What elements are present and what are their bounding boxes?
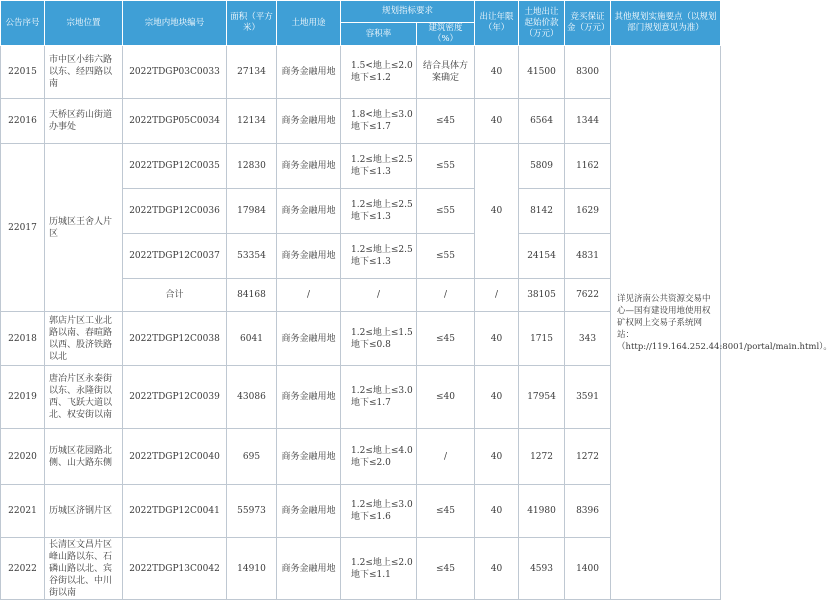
cell-area: 43086	[227, 366, 277, 429]
cell-years: 40	[475, 538, 519, 600]
cell-location: 天桥区药山街道办事处	[45, 99, 123, 144]
cell-seq: 22020	[1, 429, 45, 485]
cell-code: 2022TDGP05C0034	[123, 99, 227, 144]
cell-deposit: 8396	[565, 485, 611, 538]
header-code: 宗地内地块编号	[123, 1, 227, 46]
header-density: 建筑密度（%）	[417, 23, 475, 46]
far-above: 1.5<地上≤2.0	[351, 61, 413, 71]
cell-years: /	[475, 279, 519, 312]
cell-price: 6564	[519, 99, 565, 144]
far-above: 1.2≤地上≤3.0	[351, 386, 413, 396]
cell-area: 17984	[227, 189, 277, 234]
header-planning: 规划指标要求	[341, 1, 475, 23]
cell-far	[341, 312, 417, 366]
cell-price: 38105	[519, 279, 565, 312]
far-below: 地下≤0.8	[351, 339, 391, 350]
cell-area: 55973	[227, 485, 277, 538]
cell-years: 40	[475, 366, 519, 429]
cell-deposit: 8300	[565, 46, 611, 99]
cell-seq: 22018	[1, 312, 45, 366]
cell-location: 历城区王舍人片区	[45, 144, 123, 312]
cell-area: 6041	[227, 312, 277, 366]
cell-price: 41500	[519, 46, 565, 99]
cell-area: 14910	[227, 538, 277, 600]
cell-years: 40	[475, 485, 519, 538]
header-deposit: 竞买保证金（万元）	[565, 1, 611, 46]
cell-density: ≤40	[417, 366, 475, 429]
far-below: 地下≤1.3	[351, 212, 391, 222]
cell-code: 2022TDGP12C0035	[123, 144, 227, 189]
far-below: 地下≤1.3	[351, 167, 391, 177]
header-area: 面积（平方米）	[227, 1, 277, 46]
cell-deposit: 343	[565, 312, 611, 366]
cell-use: 商务金融用地	[277, 538, 341, 600]
cell-far	[341, 99, 417, 144]
cell-location: 市中区小纬六路以东、经四路以南	[45, 46, 123, 99]
cell-area: 84168	[227, 279, 277, 312]
cell-density: ≤45	[417, 99, 475, 144]
cell-area: 53354	[227, 234, 277, 279]
cell-years: 40	[475, 144, 519, 279]
header-other: 其他规划实施要点（以规划部门规划意见为准）	[611, 1, 721, 46]
cell-far	[341, 189, 417, 234]
far-above: 1.2≤地上≤2.5	[351, 200, 413, 210]
cell-years: 40	[475, 99, 519, 144]
cell-seq: 22016	[1, 99, 45, 144]
cell-code: 2022TDGP12C0040	[123, 429, 227, 485]
header-use: 土地用途	[277, 1, 341, 46]
cell-seq: 22019	[1, 366, 45, 429]
cell-deposit: 7622	[565, 279, 611, 312]
cell-density: ≤45	[417, 485, 475, 538]
cell-location: 郭店片区工业北路以南、春暄路以西、股济铁路以北	[45, 312, 123, 366]
cell-use: 商务金融用地	[277, 366, 341, 429]
cell-far: /	[341, 279, 417, 312]
far-above: 1.2≤地上≤1.5	[351, 327, 413, 338]
cell-deposit: 1629	[565, 189, 611, 234]
cell-deposit: 4831	[565, 234, 611, 279]
cell-use: 商务金融用地	[277, 485, 341, 538]
far-above: 1.2≤地上≤3.0	[351, 500, 413, 510]
cell-price: 4593	[519, 538, 565, 600]
cell-years: 40	[475, 312, 519, 366]
cell-years: 40	[475, 46, 519, 99]
cell-use: /	[277, 279, 341, 312]
far-below: 地下≤1.1	[351, 569, 391, 580]
far-above: 1.2≤地上≤4.0	[351, 445, 413, 456]
far-below: 地下≤1.7	[351, 122, 391, 132]
cell-area: 12830	[227, 144, 277, 189]
cell-use: 商务金融用地	[277, 144, 341, 189]
cell-code: 2022TDGP13C0042	[123, 538, 227, 600]
cell-area: 12134	[227, 99, 277, 144]
cell-density: ≤45	[417, 538, 475, 600]
cell-location: 唐冶片区永泰街以东、永隆街以西、飞跃大道以北、权安街以南	[45, 366, 123, 429]
cell-use: 商务金融用地	[277, 99, 341, 144]
cell-density: /	[417, 429, 475, 485]
cell-code: 2022TDGP12C0037	[123, 234, 227, 279]
cell-density: 结合具体方案确定	[417, 46, 475, 99]
cell-location: 历城区济钢片区	[45, 485, 123, 538]
cell-density: ≤55	[417, 189, 475, 234]
cell-density: ≤55	[417, 144, 475, 189]
cell-years: 40	[475, 429, 519, 485]
cell-use: 商务金融用地	[277, 312, 341, 366]
cell-use: 商务金融用地	[277, 46, 341, 99]
far-above: 1.2≤地上≤2.5	[351, 245, 413, 255]
cell-price: 8142	[519, 189, 565, 234]
cell-code: 2022TDGP03C0033	[123, 46, 227, 99]
header-location: 宗地位置	[45, 1, 123, 46]
far-below: 地下≤1.6	[351, 512, 391, 522]
cell-far	[341, 144, 417, 189]
cell-far	[341, 366, 417, 429]
far-above: 1.8<地上≤3.0	[351, 110, 413, 120]
cell-code: 2022TDGP12C0038	[123, 312, 227, 366]
cell-deposit: 1162	[565, 144, 611, 189]
table-row	[1, 46, 721, 99]
cell-code: 2022TDGP12C0036	[123, 189, 227, 234]
far-below: 地下≤1.7	[351, 398, 391, 408]
far-below: 地下≤2.0	[351, 457, 391, 468]
cell-seq: 22021	[1, 485, 45, 538]
header-seq: 公告序号	[1, 1, 45, 46]
cell-location: 长清区文昌片区峰山路以东、石磷山路以北、宾谷街以北、中川街以南	[45, 538, 123, 600]
cell-far	[341, 538, 417, 600]
cell-location: 历城区花园路北侧、山大路东侧	[45, 429, 123, 485]
cell-density: /	[417, 279, 475, 312]
cell-density: ≤45	[417, 312, 475, 366]
cell-price: 5809	[519, 144, 565, 189]
cell-price: 1272	[519, 429, 565, 485]
cell-code: 2022TDGP12C0039	[123, 366, 227, 429]
far-above: 1.2≤地上≤2.5	[351, 155, 413, 165]
cell-deposit: 1272	[565, 429, 611, 485]
cell-price: 24154	[519, 234, 565, 279]
cell-far	[341, 46, 417, 99]
cell-far	[341, 429, 417, 485]
header-years: 出让年限（年）	[475, 1, 519, 46]
other-requirements-note: 详见济南公共资源交易中心—国有建设用地使用权矿权网上交易子系统网站：（http://119.164.252.44:8001/portal/main.html）。	[611, 46, 721, 600]
cell-use: 商务金融用地	[277, 189, 341, 234]
cell-price: 17954	[519, 366, 565, 429]
cell-area: 27134	[227, 46, 277, 99]
cell-deposit: 3591	[565, 366, 611, 429]
header-price: 土地出让起始价款（万元）	[519, 1, 565, 46]
cell-density: ≤55	[417, 234, 475, 279]
cell-price: 1715	[519, 312, 565, 366]
far-below: 地下≤1.2	[351, 73, 391, 83]
cell-code: 2022TDGP12C0041	[123, 485, 227, 538]
cell-seq: 22017	[1, 144, 45, 312]
cell-seq: 22015	[1, 46, 45, 99]
cell-area: 695	[227, 429, 277, 485]
cell-far	[341, 485, 417, 538]
cell-use: 商务金融用地	[277, 234, 341, 279]
cell-far	[341, 234, 417, 279]
cell-use: 商务金融用地	[277, 429, 341, 485]
cell-subtotal-label: 合计	[123, 279, 227, 312]
cell-deposit: 1400	[565, 538, 611, 600]
far-above: 1.2≤地上≤2.0	[351, 557, 413, 568]
header-far: 容积率	[341, 23, 417, 46]
cell-seq: 22022	[1, 538, 45, 600]
far-below: 地下≤1.3	[351, 257, 391, 267]
cell-price: 41980	[519, 485, 565, 538]
cell-deposit: 1344	[565, 99, 611, 144]
